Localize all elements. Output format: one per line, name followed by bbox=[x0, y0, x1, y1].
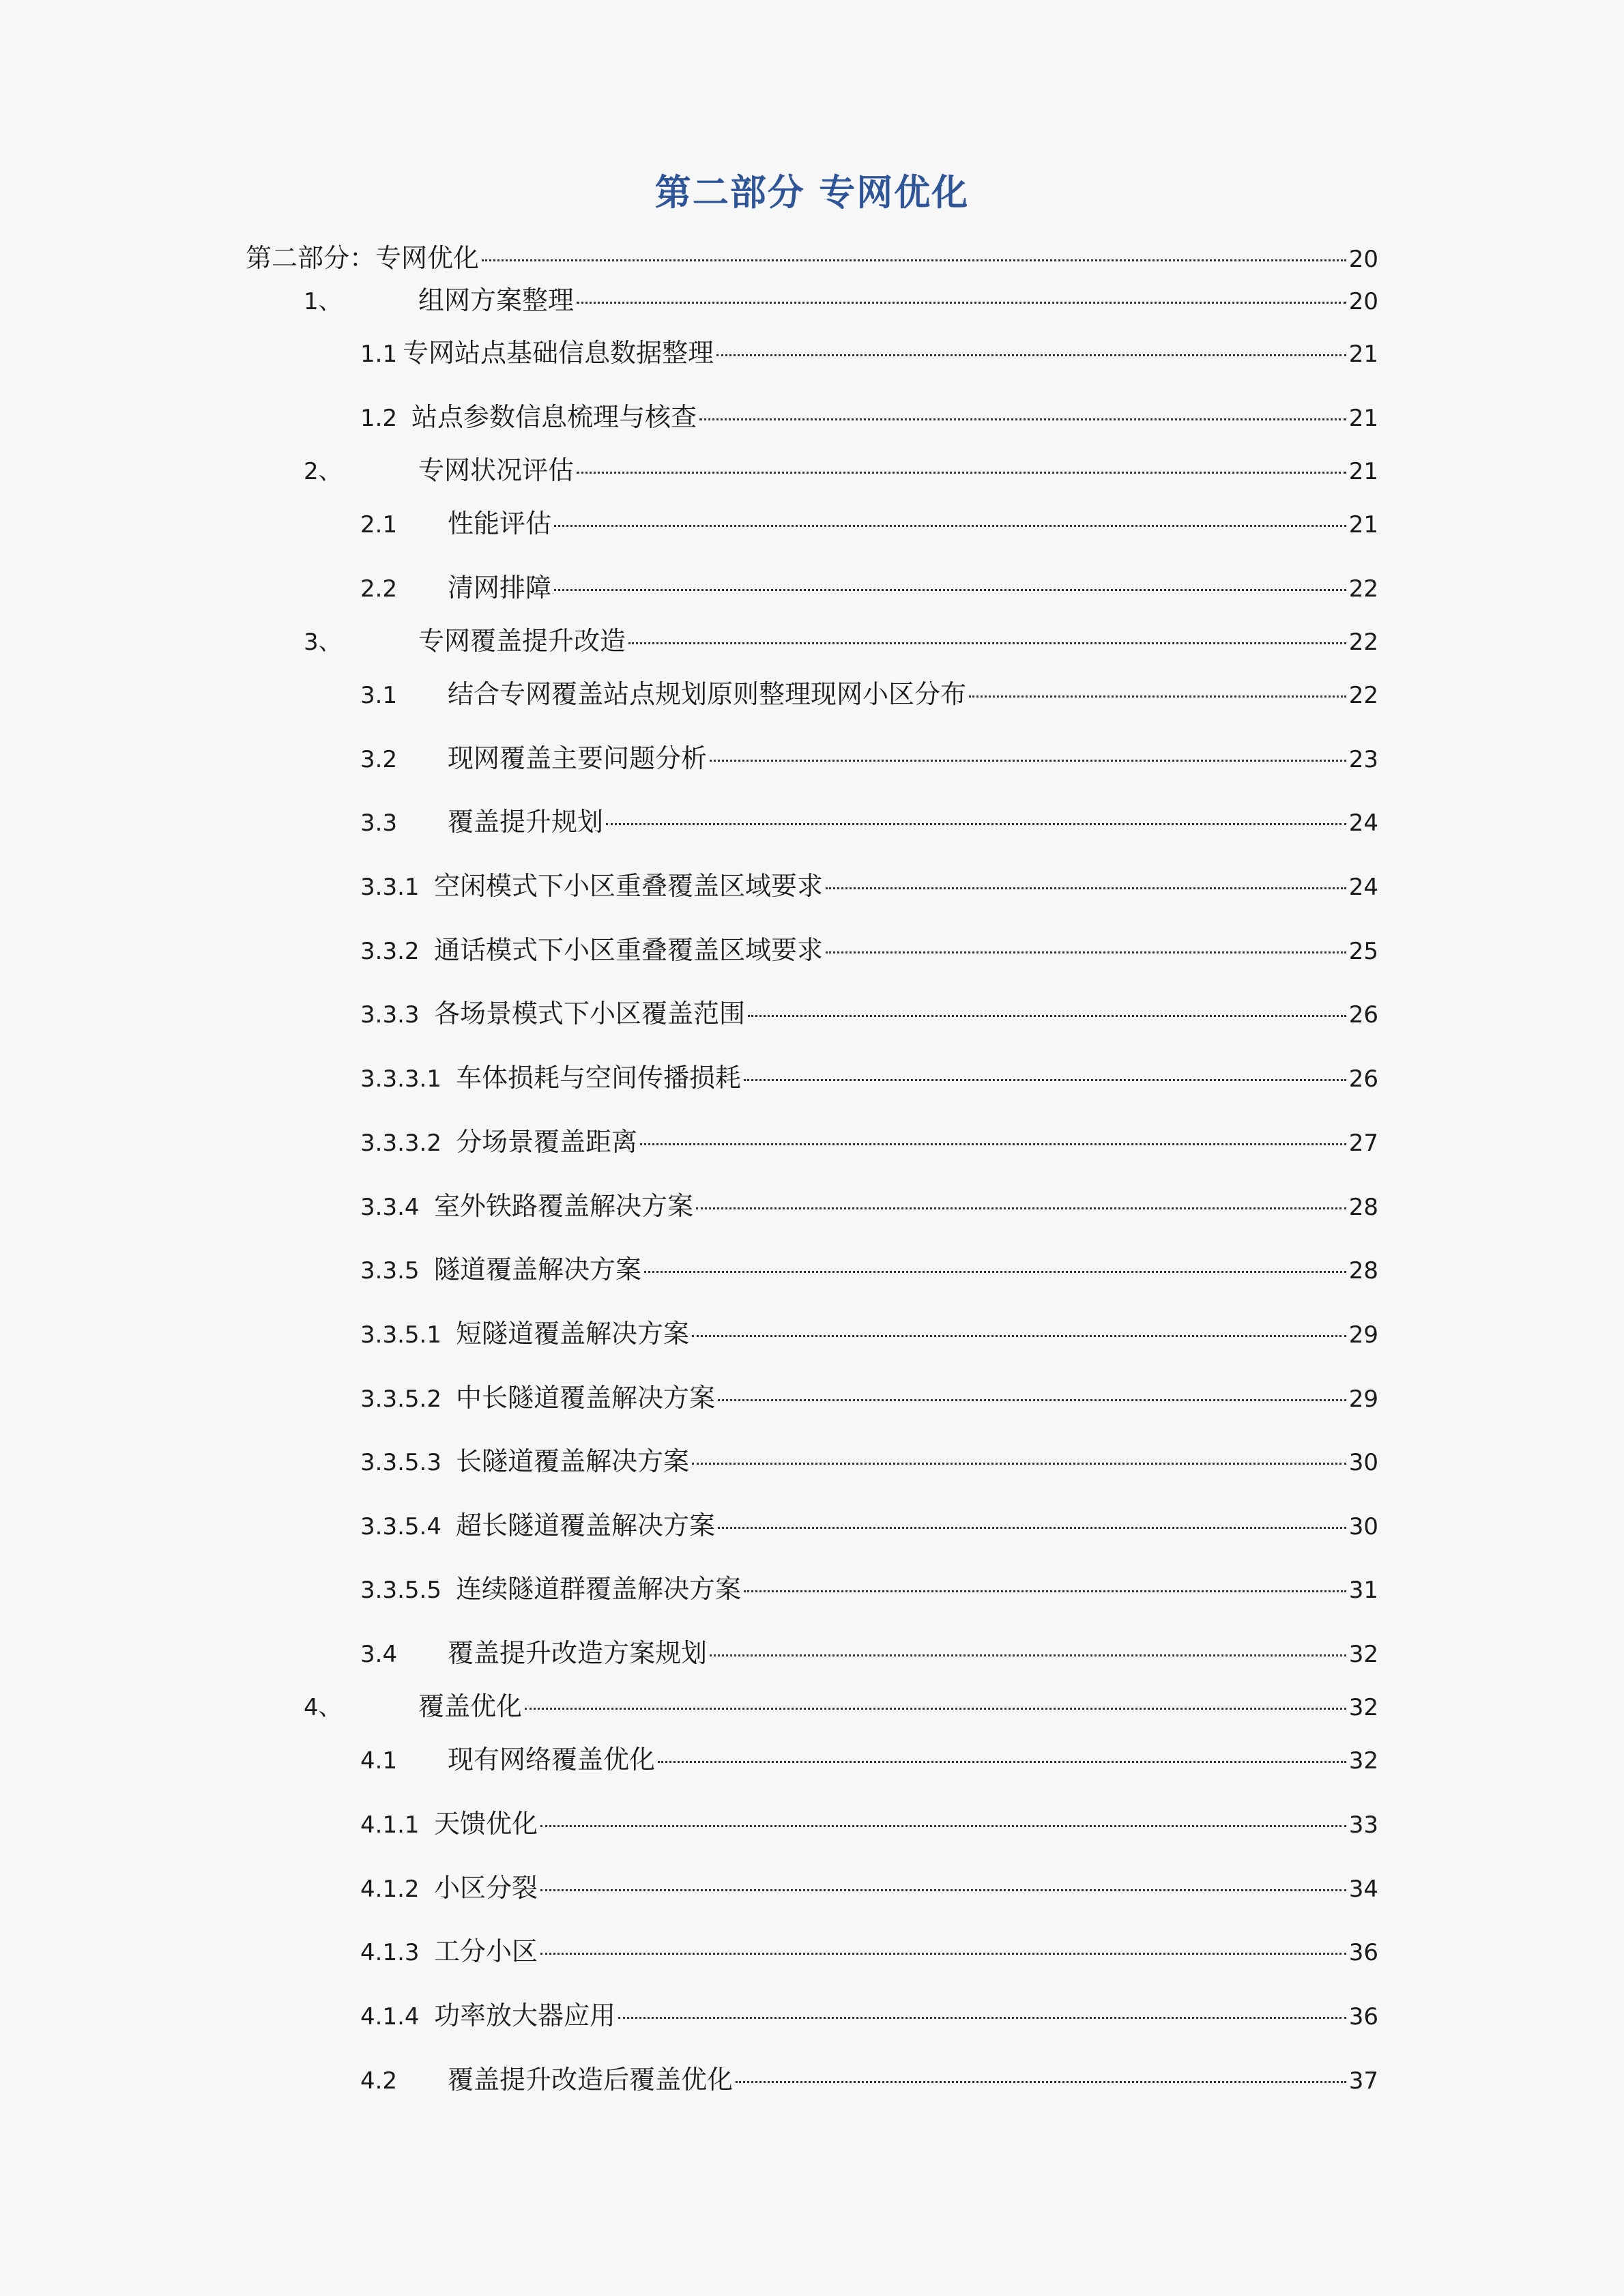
toc-entry-number: 2、 bbox=[304, 458, 342, 485]
toc-dot-leader bbox=[692, 1335, 1346, 1337]
toc-dot-leader bbox=[710, 1654, 1346, 1656]
toc-entry-title: 现有网络覆盖优化 bbox=[448, 1745, 656, 1775]
toc-page-number: 31 bbox=[1348, 1577, 1378, 1604]
toc-entry[interactable] bbox=[360, 741, 1378, 776]
toc-dot-leader bbox=[748, 1015, 1346, 1017]
toc-dot-leader bbox=[692, 1463, 1346, 1465]
toc-entry-title: 清网排障 bbox=[448, 573, 552, 603]
toc-entry-title: 超长隧道覆盖解决方案 bbox=[456, 1510, 716, 1540]
toc-entry-number: 3.3.2 bbox=[360, 938, 420, 965]
toc-entry[interactable] bbox=[360, 1934, 1378, 1969]
toc-entry-number: 4.1.3 bbox=[360, 1939, 420, 1966]
toc-entry[interactable] bbox=[360, 1571, 1378, 1607]
toc-entry-number: 3.3.3 bbox=[360, 1001, 420, 1029]
toc-entry-title: 长隧道覆盖解决方案 bbox=[456, 1446, 690, 1476]
toc-entry[interactable] bbox=[360, 932, 1378, 968]
toc-entry[interactable] bbox=[360, 335, 1378, 371]
toc-entry-title: 组网方案整理 bbox=[418, 285, 575, 315]
toc-entry-number: 3.3.3.2 bbox=[360, 1130, 441, 1157]
toc-entry-title: 室外铁路覆盖解决方案 bbox=[434, 1191, 694, 1221]
toc-entry-number: 3.3.5.4 bbox=[360, 1513, 441, 1540]
toc-entry[interactable] bbox=[360, 1188, 1378, 1224]
toc-page-number: 25 bbox=[1348, 938, 1378, 965]
toc-dot-leader bbox=[658, 1761, 1346, 1763]
toc-entry[interactable] bbox=[360, 506, 1378, 541]
toc-entry-number: 4.1.2 bbox=[360, 1876, 420, 1903]
toc-page-number: 36 bbox=[1348, 2003, 1378, 2030]
toc-page-number: 32 bbox=[1348, 1694, 1378, 1721]
toc-dot-leader bbox=[744, 1590, 1346, 1592]
toc-entry-title: 结合专网覆盖站点规划原则整理现网小区分布 bbox=[448, 679, 967, 709]
toc-dot-leader bbox=[540, 1825, 1346, 1827]
toc-dot-leader bbox=[644, 1271, 1346, 1273]
toc-entry[interactable] bbox=[360, 1252, 1378, 1287]
toc-entry-title: 中长隧道覆盖解决方案 bbox=[456, 1383, 716, 1413]
toc-page-number: 32 bbox=[1348, 1747, 1378, 1775]
toc-entry-title: 天馈优化 bbox=[434, 1809, 538, 1839]
toc-dot-leader bbox=[718, 1399, 1346, 1401]
toc-dot-leader bbox=[525, 1708, 1346, 1710]
toc-entry-title: 专网状况评估 bbox=[418, 455, 575, 485]
toc-page-number: 20 bbox=[1348, 246, 1378, 273]
toc-dot-leader bbox=[554, 525, 1346, 527]
toc-page-number: 37 bbox=[1348, 2067, 1378, 2095]
toc-dot-leader bbox=[710, 760, 1346, 762]
toc-entry-number: 3.2 bbox=[360, 746, 398, 773]
toc-page-number: 27 bbox=[1348, 1130, 1378, 1157]
toc-entry-number: 3.3.5.3 bbox=[360, 1449, 441, 1476]
toc-entry[interactable] bbox=[360, 996, 1378, 1031]
toc-entry-number: 4.1 bbox=[360, 1747, 398, 1775]
toc-entry[interactable] bbox=[360, 1635, 1378, 1671]
toc-dot-leader bbox=[736, 2081, 1346, 2083]
toc-entry-title: 短隧道覆盖解决方案 bbox=[456, 1319, 690, 1349]
toc-entry[interactable] bbox=[304, 623, 1378, 659]
toc-page-number: 29 bbox=[1348, 1386, 1378, 1413]
toc-page-number: 22 bbox=[1348, 629, 1378, 656]
toc-entry-number: 2.2 bbox=[360, 575, 398, 603]
toc-page-number: 36 bbox=[1348, 1939, 1378, 1966]
toc-entry-number: 3.3.4 bbox=[360, 1194, 420, 1221]
toc-page-number: 22 bbox=[1348, 575, 1378, 603]
toc-entry-title: 通话模式下小区重叠覆盖区域要求 bbox=[434, 935, 824, 965]
toc-entry-number: 1、 bbox=[304, 288, 342, 315]
toc-dot-leader bbox=[744, 1079, 1346, 1081]
toc-entry-title: 连续隧道群覆盖解决方案 bbox=[456, 1574, 742, 1604]
toc-entry[interactable] bbox=[360, 1124, 1378, 1160]
toc-entry-title: 覆盖提升改造方案规划 bbox=[448, 1638, 708, 1668]
toc-dot-leader bbox=[699, 418, 1346, 420]
toc-page-number: 28 bbox=[1348, 1257, 1378, 1285]
toc-entry-title: 功率放大器应用 bbox=[434, 2000, 616, 2030]
document-title: 第二部分 专网优化 bbox=[654, 171, 970, 214]
toc-dot-leader bbox=[577, 302, 1346, 304]
toc-entry-title: 空闲模式下小区重叠覆盖区域要求 bbox=[434, 871, 824, 901]
toc-dot-leader bbox=[640, 1143, 1346, 1145]
toc-page-number: 21 bbox=[1348, 341, 1378, 368]
toc-page-number: 33 bbox=[1348, 1811, 1378, 1839]
toc-page-number: 23 bbox=[1348, 746, 1378, 773]
toc-entry-number: 3.3 bbox=[360, 809, 398, 837]
toc-dot-leader bbox=[482, 259, 1346, 261]
toc-entry[interactable] bbox=[360, 1060, 1378, 1095]
toc-entry-number: 3.1 bbox=[360, 682, 398, 709]
toc-entry-number: 4.2 bbox=[360, 2067, 398, 2095]
toc-entry-number: 4.1.4 bbox=[360, 2003, 420, 2030]
toc-page-number: 24 bbox=[1348, 874, 1378, 901]
toc-page-number: 26 bbox=[1348, 1065, 1378, 1093]
toc-page-number: 22 bbox=[1348, 682, 1378, 709]
toc-dot-leader bbox=[554, 589, 1346, 591]
toc-page-number: 20 bbox=[1348, 288, 1378, 315]
toc-page-number: 26 bbox=[1348, 1001, 1378, 1029]
toc-page-number: 32 bbox=[1348, 1641, 1378, 1668]
toc-entry-title: 专网覆盖提升改造 bbox=[418, 626, 626, 656]
toc-dot-leader bbox=[606, 823, 1346, 825]
toc-entry-number: 3.3.3.1 bbox=[360, 1065, 441, 1093]
toc-entry[interactable] bbox=[360, 399, 1378, 435]
toc-entry[interactable] bbox=[360, 1444, 1378, 1479]
toc-entry[interactable] bbox=[360, 1380, 1378, 1416]
toc-entry[interactable] bbox=[360, 676, 1378, 712]
toc-entry[interactable] bbox=[246, 240, 1378, 276]
toc-dot-leader bbox=[826, 887, 1346, 889]
toc-page-number: 21 bbox=[1348, 511, 1378, 539]
toc-entry-number: 3.3.5.5 bbox=[360, 1577, 441, 1604]
toc-dot-leader bbox=[826, 951, 1346, 953]
toc-entry-title: 覆盖提升改造后覆盖优化 bbox=[448, 2065, 734, 2095]
toc-entry[interactable] bbox=[360, 1508, 1378, 1543]
toc-entry-title: 专网站点基础信息数据整理 bbox=[403, 338, 714, 368]
toc-entry-title: 车体损耗与空间传播损耗 bbox=[456, 1063, 742, 1093]
toc-entry-title: 小区分裂 bbox=[434, 1873, 538, 1903]
toc-entry-number: 4.1.1 bbox=[360, 1811, 420, 1839]
toc-entry[interactable] bbox=[360, 1998, 1378, 2033]
toc-entry[interactable] bbox=[360, 1806, 1378, 1841]
toc-entry-title: 分场景覆盖距离 bbox=[456, 1127, 638, 1157]
toc-dot-leader bbox=[969, 695, 1346, 698]
toc-dot-leader bbox=[718, 1527, 1346, 1529]
toc-entry-title: 第二部分：专网优化 bbox=[246, 243, 480, 273]
toc-dot-leader bbox=[577, 472, 1346, 474]
toc-entry[interactable] bbox=[360, 570, 1378, 605]
toc-entry-title: 隧道覆盖解决方案 bbox=[434, 1254, 642, 1285]
toc-entry-title: 现网覆盖主要问题分析 bbox=[448, 743, 708, 773]
toc-dot-leader bbox=[716, 354, 1346, 356]
toc-entry-title: 覆盖提升规划 bbox=[448, 807, 604, 837]
toc-entry-number: 1.2 bbox=[360, 405, 398, 432]
toc-entry[interactable] bbox=[304, 453, 1378, 488]
toc-entry-number: 3.3.5.1 bbox=[360, 1321, 441, 1349]
toc-entry[interactable] bbox=[360, 1742, 1378, 1777]
toc-entry-number: 2.1 bbox=[360, 511, 398, 539]
toc-dot-leader bbox=[696, 1207, 1346, 1209]
toc-page-number: 30 bbox=[1348, 1449, 1378, 1476]
toc-entry-title: 性能评估 bbox=[448, 508, 552, 539]
toc-dot-leader bbox=[628, 642, 1346, 644]
toc-entry[interactable] bbox=[360, 804, 1378, 840]
toc-page-number: 28 bbox=[1348, 1194, 1378, 1221]
toc-page-number: 21 bbox=[1348, 458, 1378, 485]
toc-entry[interactable] bbox=[360, 2062, 1378, 2097]
toc-entry-title: 站点参数信息梳理与核查 bbox=[411, 402, 697, 432]
toc-page-number: 34 bbox=[1348, 1876, 1378, 1903]
toc-page-number: 30 bbox=[1348, 1513, 1378, 1540]
toc-entry[interactable] bbox=[304, 283, 1378, 318]
toc-entry-number: 3.4 bbox=[360, 1641, 398, 1668]
toc-page-number: 29 bbox=[1348, 1321, 1378, 1349]
toc-entry[interactable] bbox=[360, 868, 1378, 904]
toc-entry[interactable] bbox=[304, 1689, 1378, 1724]
toc-entry-number: 1.1 bbox=[360, 341, 398, 368]
toc-page-number: 24 bbox=[1348, 809, 1378, 837]
toc-entry-title: 工分小区 bbox=[434, 1936, 538, 1966]
toc-entry-number: 3.3.5 bbox=[360, 1257, 420, 1285]
toc-entry-number: 3、 bbox=[304, 629, 342, 656]
toc-entry-number: 3.3.5.2 bbox=[360, 1386, 441, 1413]
toc-entry-title: 覆盖优化 bbox=[418, 1691, 523, 1721]
toc-entry-title: 各场景模式下小区覆盖范围 bbox=[434, 999, 746, 1029]
toc-page-number: 21 bbox=[1348, 405, 1378, 432]
toc-entry-number: 3.3.1 bbox=[360, 874, 420, 901]
toc-dot-leader bbox=[540, 1889, 1346, 1891]
toc-entry[interactable] bbox=[360, 1316, 1378, 1351]
toc-entry[interactable] bbox=[360, 1870, 1378, 1906]
toc-entry-number: 4、 bbox=[304, 1694, 342, 1721]
toc-dot-leader bbox=[618, 2017, 1346, 2019]
toc-dot-leader bbox=[540, 1953, 1346, 1955]
